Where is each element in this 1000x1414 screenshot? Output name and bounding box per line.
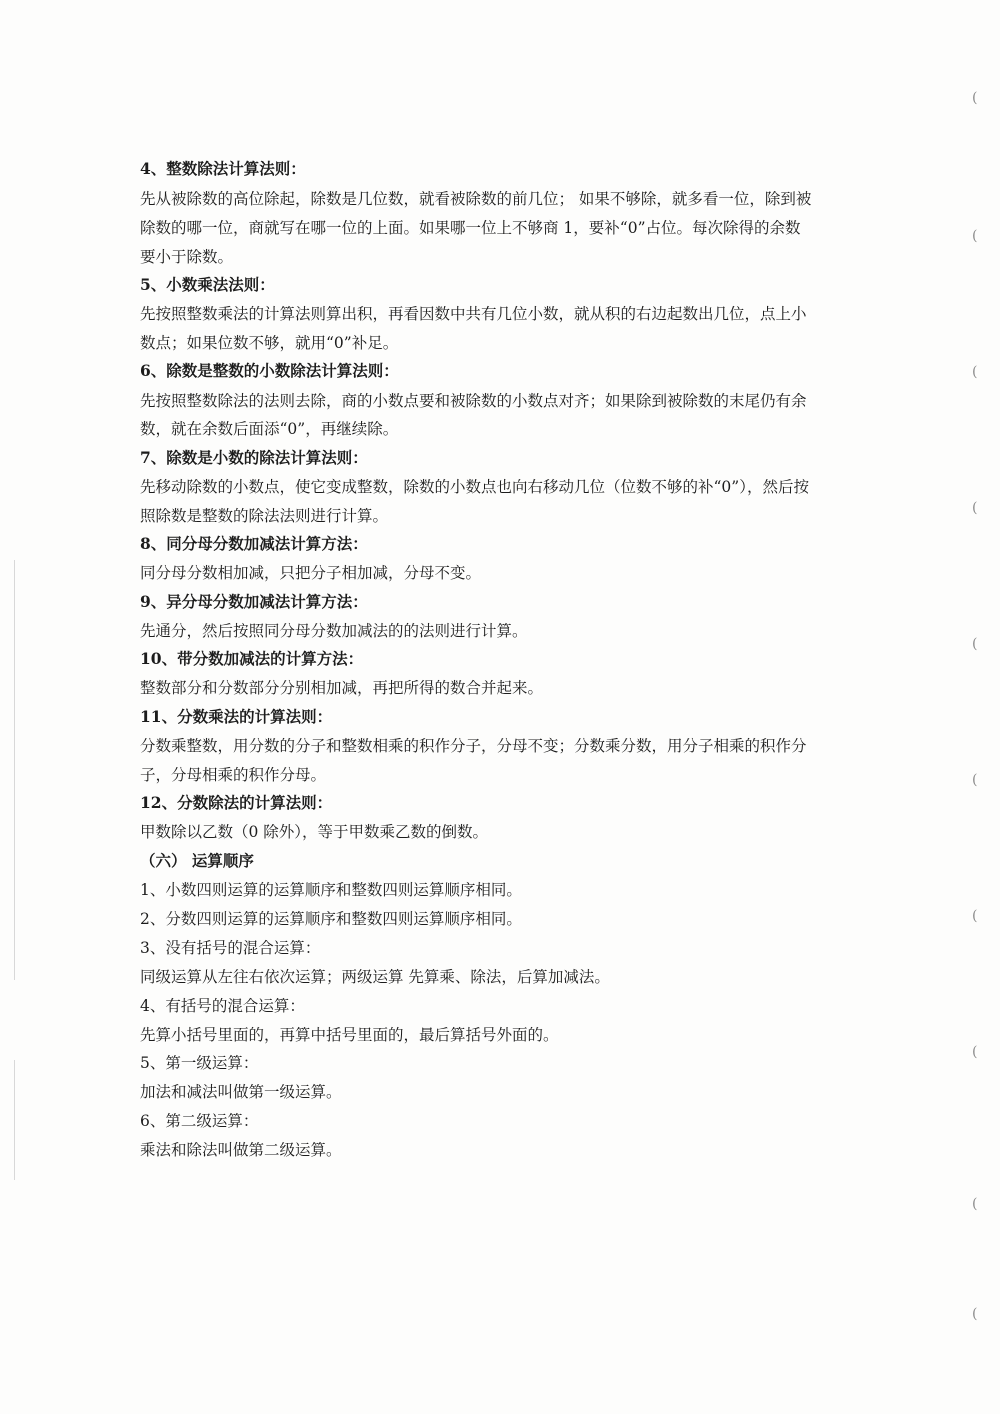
binding-hole-mark: ( <box>972 1196 978 1212</box>
section-6-body-line-1: 先按照整数除法的法则去除，商的小数点要和被除数的小数点对齐；如果除到被除数的末尾仍有余 <box>140 392 807 410</box>
order-item: 4、有括号的混合运算： <box>140 997 305 1015</box>
section-4-body-line-1: 先从被除数的高位除起，除数是几位数，就看被除数的前几位； 如果不够除，就多看一位，除到被 <box>140 190 812 208</box>
section-11-heading: 11、分数乘法的计算法则： <box>140 707 333 726</box>
order-item: 乘法和除法叫做第二级运算。 <box>140 1141 342 1159</box>
order-item: 6、第二级运算： <box>140 1112 259 1130</box>
order-item: 5、第一级运算： <box>140 1054 259 1072</box>
order-item: 先算小括号里面的，再算中括号里面的，最后算括号外面的。 <box>140 1026 559 1044</box>
section-7-heading: 7、除数是小数的除法计算法则： <box>140 448 368 467</box>
section-11-body-line-2: 子，分母相乘的积作分母。 <box>140 766 327 784</box>
section-7-body-line-1: 先移动除数的小数点，使它变成整数，除数的小数点也向右移动几位（位数不够的补“0”），然后按 <box>140 478 809 496</box>
binding-hole-mark: ( <box>972 636 978 652</box>
section-9-heading: 9、异分母分数加减法计算方法： <box>140 592 368 611</box>
section-7-body-line-2: 照除数是整数的除法法则进行计算。 <box>140 507 389 525</box>
scan-edge-line <box>14 1060 15 1180</box>
section-10-heading: 10、带分数加减法的计算方法： <box>140 649 364 668</box>
order-item: 同级运算从左往右依次运算；两级运算 先算乘、除法，后算加减法。 <box>140 968 610 986</box>
section-8-heading: 8、同分母分数加减法计算方法： <box>140 534 368 553</box>
scan-edge-line <box>14 560 15 980</box>
section-11-body-line-1: 分数乘整数，用分数的分子和整数相乘的积作分子，分母不变；分数乘分数，用分子相乘的积作分 <box>140 737 807 755</box>
section-6-body-line-2: 数，就在余数后面添“0”，再继续除。 <box>140 420 399 438</box>
section-4-heading: 4、整数除法计算法则： <box>140 159 306 178</box>
section-10-body-line-1: 整数部分和分数部分分别相加减，再把所得的数合并起来。 <box>140 679 544 697</box>
section-12-body-line-1: 甲数除以乙数（0 除外），等于甲数乘乙数的倒数。 <box>140 823 489 841</box>
order-item: 1、小数四则运算的运算顺序和整数四则运算顺序相同。 <box>140 881 522 899</box>
binding-hole-mark: ( <box>972 772 978 788</box>
binding-hole-mark: ( <box>972 364 978 380</box>
order-heading: （六） 运算顺序 <box>140 851 254 870</box>
order-item: 3、没有括号的混合运算： <box>140 939 321 957</box>
order-item: 加法和减法叫做第一级运算。 <box>140 1083 342 1101</box>
section-12-heading: 12、分数除法的计算法则： <box>140 793 333 812</box>
order-item: 2、分数四则运算的运算顺序和整数四则运算顺序相同。 <box>140 910 522 928</box>
section-5-body-line-2: 数点；如果位数不够，就用“0”补足。 <box>140 334 399 352</box>
binding-hole-mark: ( <box>972 1044 978 1060</box>
binding-hole-mark: ( <box>972 908 978 924</box>
section-8-body-line-1: 同分母分数相加减，只把分子相加减，分母不变。 <box>140 564 482 582</box>
binding-hole-mark: ( <box>972 500 978 516</box>
binding-hole-mark: ( <box>972 90 978 106</box>
binding-hole-mark: ( <box>972 228 978 244</box>
section-4-body-line-2: 除数的哪一位，商就写在哪一位的上面。如果哪一位上不够商 1，要补“0”占位。每次除得的余数 <box>140 219 801 237</box>
binding-hole-mark: ( <box>972 1306 978 1322</box>
section-9-body-line-1: 先通分，然后按照同分母分数加减法的的法则进行计算。 <box>140 622 528 640</box>
section-5-heading: 5、小数乘法法则： <box>140 275 275 294</box>
section-4-body-line-3: 要小于除数。 <box>140 248 234 266</box>
section-6-heading: 6、除数是整数的小数除法计算法则： <box>140 361 399 380</box>
section-5-body-line-1: 先按照整数乘法的计算法则算出积，再看因数中共有几位小数，就从积的右边起数出几位，点上小 <box>140 305 807 323</box>
